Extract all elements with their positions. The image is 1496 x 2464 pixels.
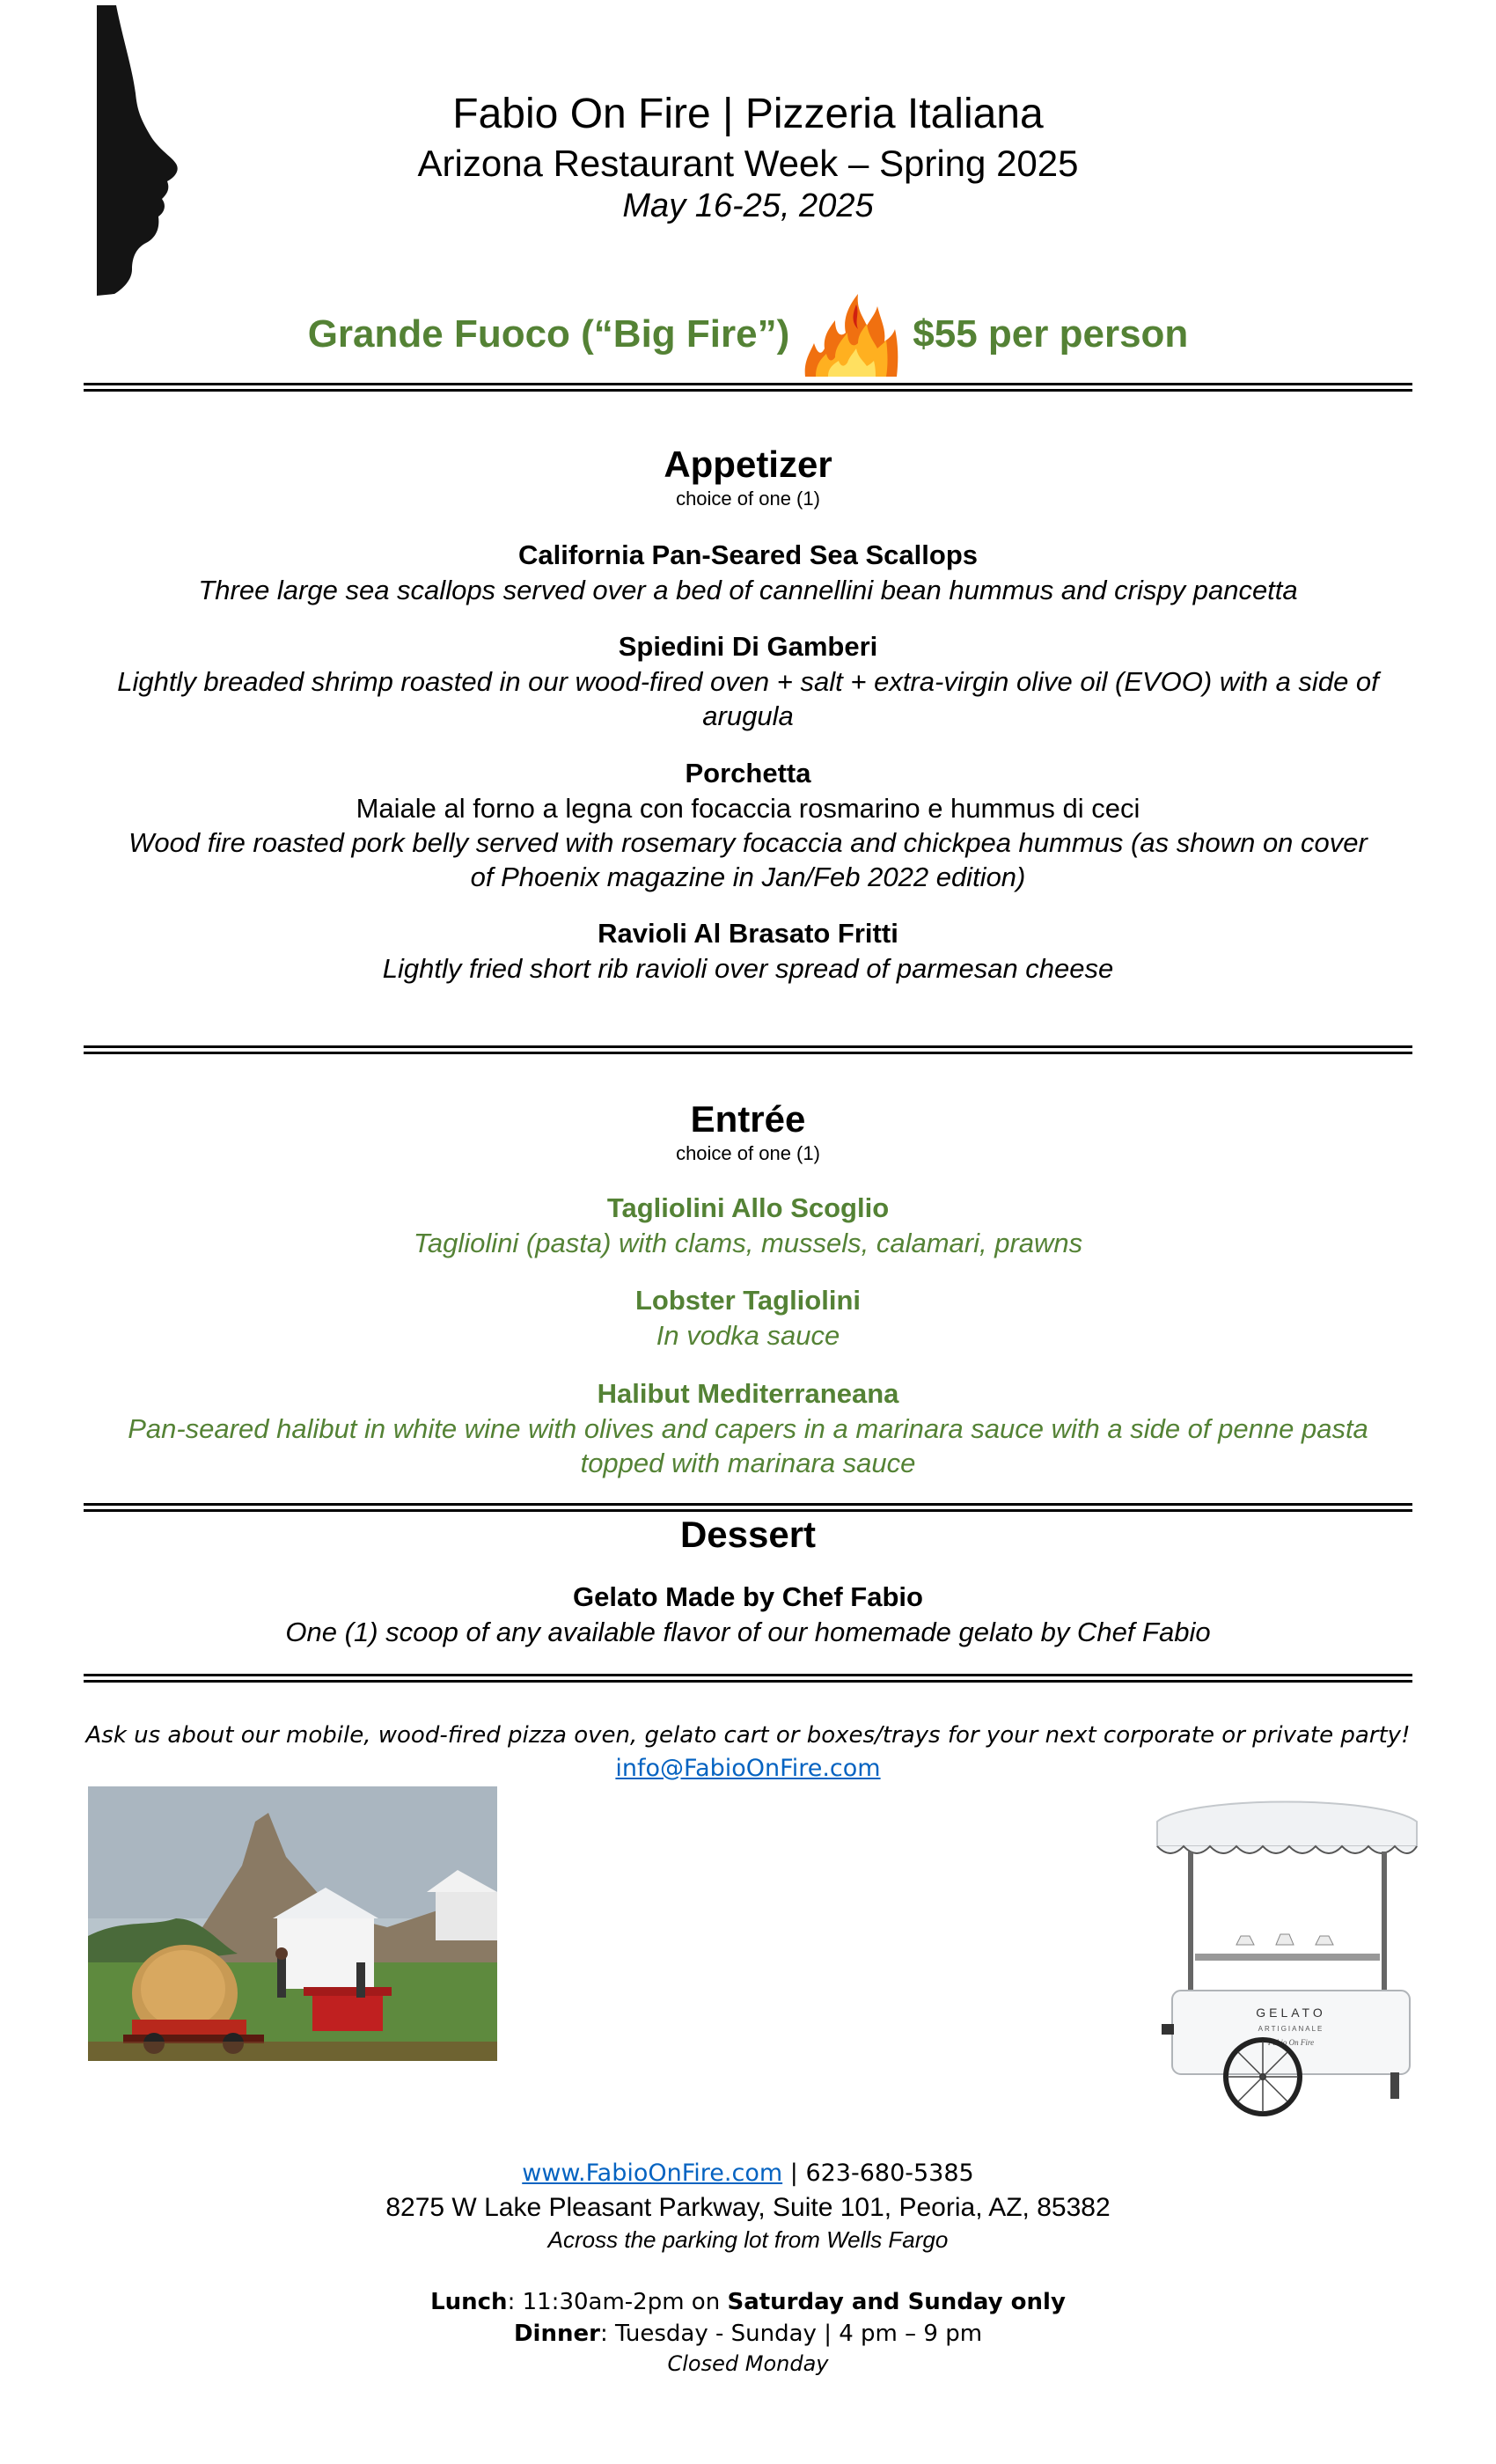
menu-item-name: Spiedini Di Gamberi xyxy=(618,631,878,662)
catering-promo: Ask us about our mobile, wood-fired pizza oven, gelato cart or boxes/trays for your next corporate or private party! xyxy=(85,1722,1411,1749)
event-dates: May 16-25, 2025 xyxy=(622,187,874,224)
menu-item-italian: Maiale al forno a legna con focaccia rosmarino e hummus di ceci xyxy=(356,793,1140,824)
menu-item-name: Porchetta xyxy=(685,758,811,788)
menu-item-name: Lobster Tagliolini xyxy=(634,1285,862,1316)
directions-note: Across the parking lot from Wells Fargo xyxy=(547,2226,949,2253)
menu-item-name: Halibut Mediterraneana xyxy=(597,1378,899,1409)
cart-lettering-sub: ARTIGIANALE xyxy=(1258,2025,1324,2033)
menu-item-name: California Pan-Seared Sea Scallops xyxy=(517,539,979,570)
lunch-days: Saturday and Sunday only xyxy=(727,2289,1066,2315)
event-subtitle: Arizona Restaurant Week – Spring 2025 xyxy=(417,143,1079,184)
section-note-appetizer: choice of one (1) xyxy=(676,488,820,510)
gelato-cart-photo xyxy=(1153,1795,1419,2116)
cart-lettering-brand: Fabio On Fire xyxy=(1267,2038,1315,2047)
menu-item-desc: Tagliolini (pasta) with clams, mussels, calamari, prawns xyxy=(413,1228,1083,1258)
menu-item-desc: Lightly fried short rib ravioli over spread of parmesan cheese xyxy=(382,953,1114,984)
menu-item-desc: In vodka sauce xyxy=(656,1320,840,1351)
phone-number: 623-680-5385 xyxy=(805,2160,974,2187)
pizza-oven-event-photo xyxy=(88,1786,497,2061)
offer-price: $55 per person xyxy=(913,312,1189,356)
price-row xyxy=(0,299,1496,370)
section-title-dessert: Dessert xyxy=(679,1514,817,1555)
menu-item-desc: Lightly breaded shrimp roasted in our wood-fired oven + salt + extra-virgin olive oil (EVOO) with a side of arugula xyxy=(117,666,1379,731)
email-link[interactable]: info@FabioOnFire.com xyxy=(615,1755,881,1782)
cart-lettering-gelato: GELATO xyxy=(1256,2006,1326,2020)
offer-name: Grande Fuoco (“Big Fire”) xyxy=(307,312,790,356)
separator: | xyxy=(789,2160,798,2187)
menu-item-desc-wrap xyxy=(114,664,1382,733)
closed-note: Closed Monday xyxy=(667,2351,829,2376)
section-title-appetizer: Appetizer xyxy=(664,444,832,485)
website-link[interactable]: www.FabioOnFire.com xyxy=(522,2160,783,2187)
menu-item-name: Tagliolini Allo Scoglio xyxy=(606,1192,890,1223)
menu-item-desc: Three large sea scallops served over a bed of cannellini bean hummus and crispy pancetta xyxy=(198,575,1298,605)
flame-icon xyxy=(802,290,900,378)
menu-item-desc-wrap xyxy=(114,825,1382,894)
divider-1 xyxy=(84,383,1412,392)
menu-item-desc: Wood fire roasted pork belly served with rosemary focaccia and chickpea hummus (as shown on cover of Phoenix magazine in Jan/Feb 2022 edition) xyxy=(128,827,1368,892)
contact-line xyxy=(0,2158,1496,2189)
menu-item-desc: Pan-seared halibut in white wine with olives and capers in a marinara sauce with a side of penne pasta topped with marinara sauce xyxy=(128,1413,1368,1478)
menu-item-desc-wrap xyxy=(114,1412,1382,1480)
divider-4 xyxy=(84,1674,1412,1683)
address: 8275 W Lake Pleasant Parkway, Suite 101, Peoria, AZ, 85382 xyxy=(385,2193,1111,2222)
menu-item-desc: One (1) scoop of any available flavor of our homemade gelato by Chef Fabio xyxy=(285,1617,1211,1647)
menu-item-name: Gelato Made by Chef Fabio xyxy=(573,1581,923,1612)
email-line xyxy=(0,1753,1496,1785)
dinner-hours xyxy=(0,2318,1496,2350)
lunch-label: Lunch xyxy=(430,2289,508,2315)
dinner-label: Dinner xyxy=(513,2321,600,2347)
section-title-entree: Entrée xyxy=(690,1098,806,1140)
divider-2 xyxy=(84,1045,1412,1054)
divider-3 xyxy=(84,1503,1412,1512)
dinner-time: : Tuesday - Sunday | 4 pm – 9 pm xyxy=(599,2321,983,2347)
lunch-time: : 11:30am-2pm on xyxy=(507,2289,728,2315)
lunch-hours xyxy=(0,2286,1496,2318)
section-note-entree: choice of one (1) xyxy=(676,1142,820,1164)
restaurant-title: Fabio On Fire | Pizzeria Italiana xyxy=(452,91,1044,137)
menu-item-name: Ravioli Al Brasato Fritti xyxy=(598,918,898,949)
